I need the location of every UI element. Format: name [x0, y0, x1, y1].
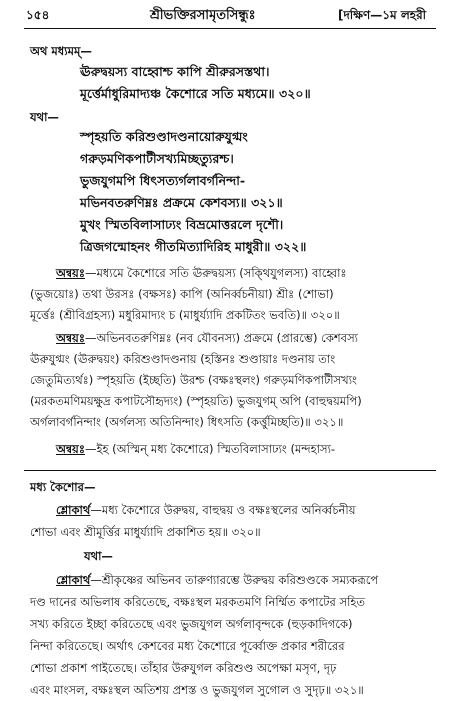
translation-line: সখ্য করিতে ইচ্ছা করিতেছে এবং ভুজযুগল অর্গলাবৃন্দকে (হুড়কাদিগকে): [30, 617, 353, 631]
translation-line: শোভা এবং শ্রীমূর্ত্তির মাধুর্য্যাদি প্রকাশিত হয়॥ ৩২০॥: [30, 525, 261, 539]
anvaya-text: —মধ্যমে কৈশোরে সতি ঊরুদ্বয়স্য (সক্থিযুগলস্য) বাহ্বোঃ: [84, 266, 347, 280]
header-rule: [24, 28, 436, 29]
section-label: [দক্ষিণ—১ম লহরী: [338, 8, 427, 22]
verse-line: মভিনবতরুণিম্নঃ প্রক্রমে কেশবস্য॥ ৩২১॥: [80, 195, 283, 210]
anvaya-line: মূর্ত্তেঃ (শ্রীবিগ্রহস্য) মধুরিমাদ্যং চ (মাধুর্য্যাদি প্রকটিতং ভবতি)॥ ৩২০॥: [30, 308, 340, 322]
page-number: ১৫৪: [26, 8, 50, 22]
verse-line: ভুজযুগমপি ধিৎসত্যর্গলাবর্গনিন্দা-: [80, 173, 246, 188]
translation-line: [56, 503, 355, 517]
verse-line: ত্রিজগন্মোহনং গীতমিত্যাদিরিহ মাধুরী॥ ৩২২॥: [80, 239, 307, 254]
anvaya-label: অন্বয়ঃ: [56, 442, 85, 456]
section-rule: [24, 470, 436, 471]
translation-line: [56, 573, 378, 587]
anvaya-line: অর্গলাবর্গনিন্দাং (অর্গলস্য অতিনিন্দাং) ধিৎসতি (কর্ত্তুমিচ্ছতি)॥ ৩২১॥: [30, 415, 344, 429]
anvaya-text: —অভিনবতরুণিম্নঃ (নব যৌবনস্য) প্রক্রমে (প্রারম্ভে) কেশবস্য: [84, 331, 359, 345]
anvaya-line: [56, 331, 358, 345]
anvaya-line: (ভুজয়োঃ) তথা উরসঃ (বক্ষসঃ) কাপি (অনির্ব্বচনীয়া) শ্রীঃ (শোভা): [30, 287, 334, 301]
anvaya-line: [56, 266, 347, 280]
translation-line: এবং মাংসল, বক্ষঃস্থল অতিশয় প্রশস্ত ও ভুজযুগল সুগোল ও সুদৃঢ়॥ ৩২১॥: [30, 683, 364, 697]
anvaya-line: [56, 442, 335, 456]
anvaya-text: —ইহ (অস্মিন্ মধ্য কৈশোরে) স্মিতবিলাসাঢ্যং (মন্দহাস্য-: [84, 442, 336, 456]
verse-line: স্পৃহয়তি করিশুণ্ডাদণ্ডনায়োরুযুগ্মং: [80, 129, 248, 144]
anvaya-line: জেতুমিত্যর্থঃ) স্পৃহয়তি (ইচ্ছতি) উরশ্চ (বক্ষঃস্থলং) গরুড়মণিকপাটীসখ্যং: [30, 373, 357, 387]
translation-label: শ্লোকার্থ: [56, 503, 91, 517]
translation-line: নিন্দা করিতেছে। অর্থাৎ কেশবের মধ্য কৈশোরে পূর্ব্বোক্ত প্রকার শরীরের: [30, 639, 345, 653]
running-title: শ্রীভক্তিরসামৃতসিন্ধুঃ: [150, 8, 256, 23]
translation-line: শোভা প্রকাশ পাইতেছে। তাঁহার উরুযুগল করিশুণ্ড অপেক্ষা মসৃণ, দৃঢ়: [30, 661, 337, 675]
example-label: যথা—: [30, 110, 59, 124]
section-heading: মধ্য কৈশোর—: [30, 480, 96, 494]
anvaya-label: অন্বয়ঃ: [56, 331, 85, 345]
verse-line: মুখং স্মিতবিলাসাঢ্যং বিভ্রমোত্তরলে দৃশৌ।: [80, 217, 284, 232]
anvaya-label: অন্বয়ঃ: [56, 266, 85, 280]
translation-label: শ্লোকার্থ: [56, 573, 91, 587]
example-label: যথা—: [84, 549, 113, 563]
verse-line: ঊরুদ্বয়স্য বাহ্বোশ্চ কাপি শ্রীরুরসস্তথা।: [80, 64, 270, 79]
translation-line: দণ্ড দানের অভিলাষ করিতেছে, বক্ষঃস্থল মরকতমণি নির্ম্মিত কপাটের সহিত: [30, 595, 366, 609]
anvaya-line: (মরকতমণিময়ক্ষুদ্র কপাটসৌহৃদ্যং) (স্পৃহয়তি) ভুজযুগম্ অপি (বাহুদ্বয়মপি): [30, 394, 362, 408]
translation-text: —মধ্য কৈশোরে উরুদ্বয়, বাহুদ্বয় ও বক্ষঃস্থলের অনির্ব্বচনীয়: [90, 503, 356, 517]
translation-text: —শ্রীকৃষ্ণের অভিনব তারুণ্যারম্ভে উরুদ্বয় করিশুণ্ডকে সম্যকরূপে: [90, 573, 379, 587]
section-heading: অথ মধ্যমম্—: [30, 44, 92, 58]
verse-line: মূর্ত্তের্মাধুরিমাদ্যঞ্চ কৈশোরে সতি মধ্যমে॥ ৩২০॥: [80, 86, 311, 101]
anvaya-line: ঊরুযুগ্মং (ঊরুদ্বয়ং) করিশুণ্ডাদণ্ডনায় (হস্তিনঃ শুণ্ডায়াঃ দণ্ডনায় তাং: [30, 352, 336, 366]
verse-line: গরুড়মণিকপাটীসখ্যমিচ্ছত্যুরশ্চ।: [80, 151, 234, 166]
